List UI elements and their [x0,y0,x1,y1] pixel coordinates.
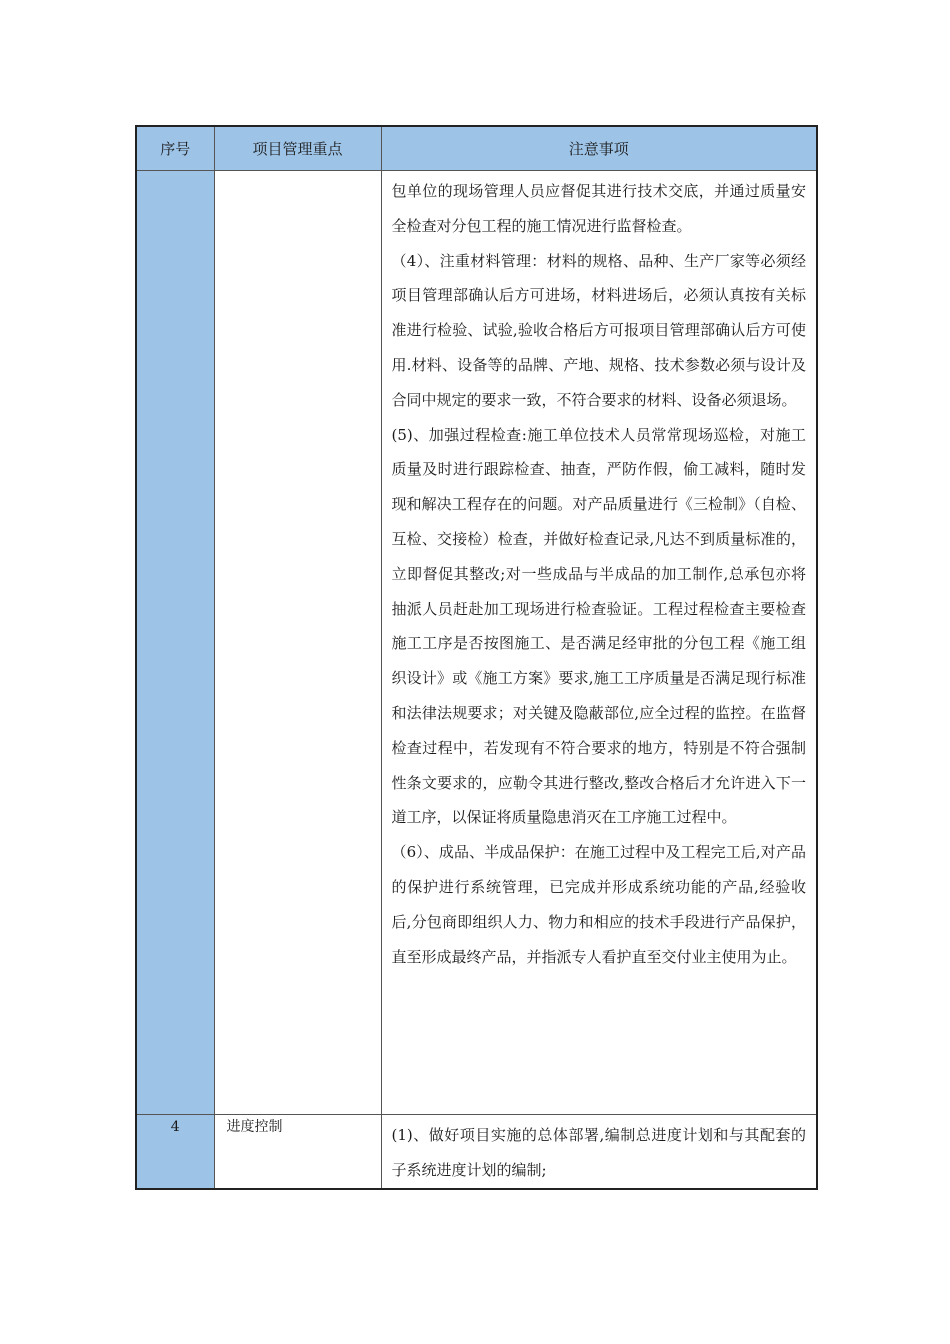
header-key-point: 项目管理重点 [214,126,381,171]
header-notes: 注意事项 [381,126,817,171]
row-seq-cell: 4 [136,1115,214,1189]
table-row [136,1115,817,1189]
notes-paragraph: (1)、做好项目实施的总体部署,编制总进度计划和与其配套的子系统进度计划的编制; [391,1126,806,1179]
row-key-cell [214,171,381,1115]
notes-paragraph: (5)、加强过程检查:施工单位技术人员常常现场巡检，对施工质量及时进行跟踪检查、抽查，严防作假，偷工减料，随时发现和解决工程存在的问题。对产品质量进行《三检制》（自检、互检、交接检）检查，并做好检查记录,凡达不到质量标准的，立即督促其整改;对一些成品与半成品的加工制作,总承包亦将抽派人员赶赴加工现场进行检查验证。工程过程检查主要检查施工工序是否按图施工、是否满足经审批的分包工程《施工组织设计》或《施工方案》要求,施工工序质量是否满足现行标准和法律法规要求；对关键及隐蔽部位,应全过程的监控。在监督检查过程中，若发现有不符合要求的地方，特别是不符合强制性条文要求的，应勒令其进行整改,整改合格后才允许进入下一道工序，以保证将质量隐患消灭在工序施工过程中。 [391,425,806,827]
header-seq: 序号 [136,126,214,171]
row-notes-cell [381,1115,817,1189]
row-notes-cell [381,171,817,1115]
table-row [136,171,817,1115]
notes-paragraph: 包单位的现场管理人员应督促其进行技术交底，并通过质量安全检查对分包工程的施工情况进行监督检查。 [391,182,806,235]
row-seq-cell [136,171,214,1115]
table-header-row [136,126,817,171]
notes-paragraph: （6）、成品、半成品保护：在施工过程中及工程完工后,对产品的保护进行系统管理，已完成并形成系统功能的产品,经验收后,分包商即组织人力、物力和相应的技术手段进行产品保护，直至形成最终产品，并指派专人看护直至交付业主使用为止。 [391,843,806,966]
row-key-cell: 进度控制 [214,1115,381,1189]
notes-paragraph: （4）、注重材料管理：材料的规格、品种、生产厂家等必须经项目管理部确认后方可进场，材料进场后，必须认真按有关标准进行检验、试验,验收合格后方可报项目管理部确认后方可使用.材料、设备等的品牌、产地、规格、技术参数必须与设计及合同中规定的要求一致，不符合要求的材料、设备必须退场。 [391,251,806,409]
management-table [135,125,818,1190]
